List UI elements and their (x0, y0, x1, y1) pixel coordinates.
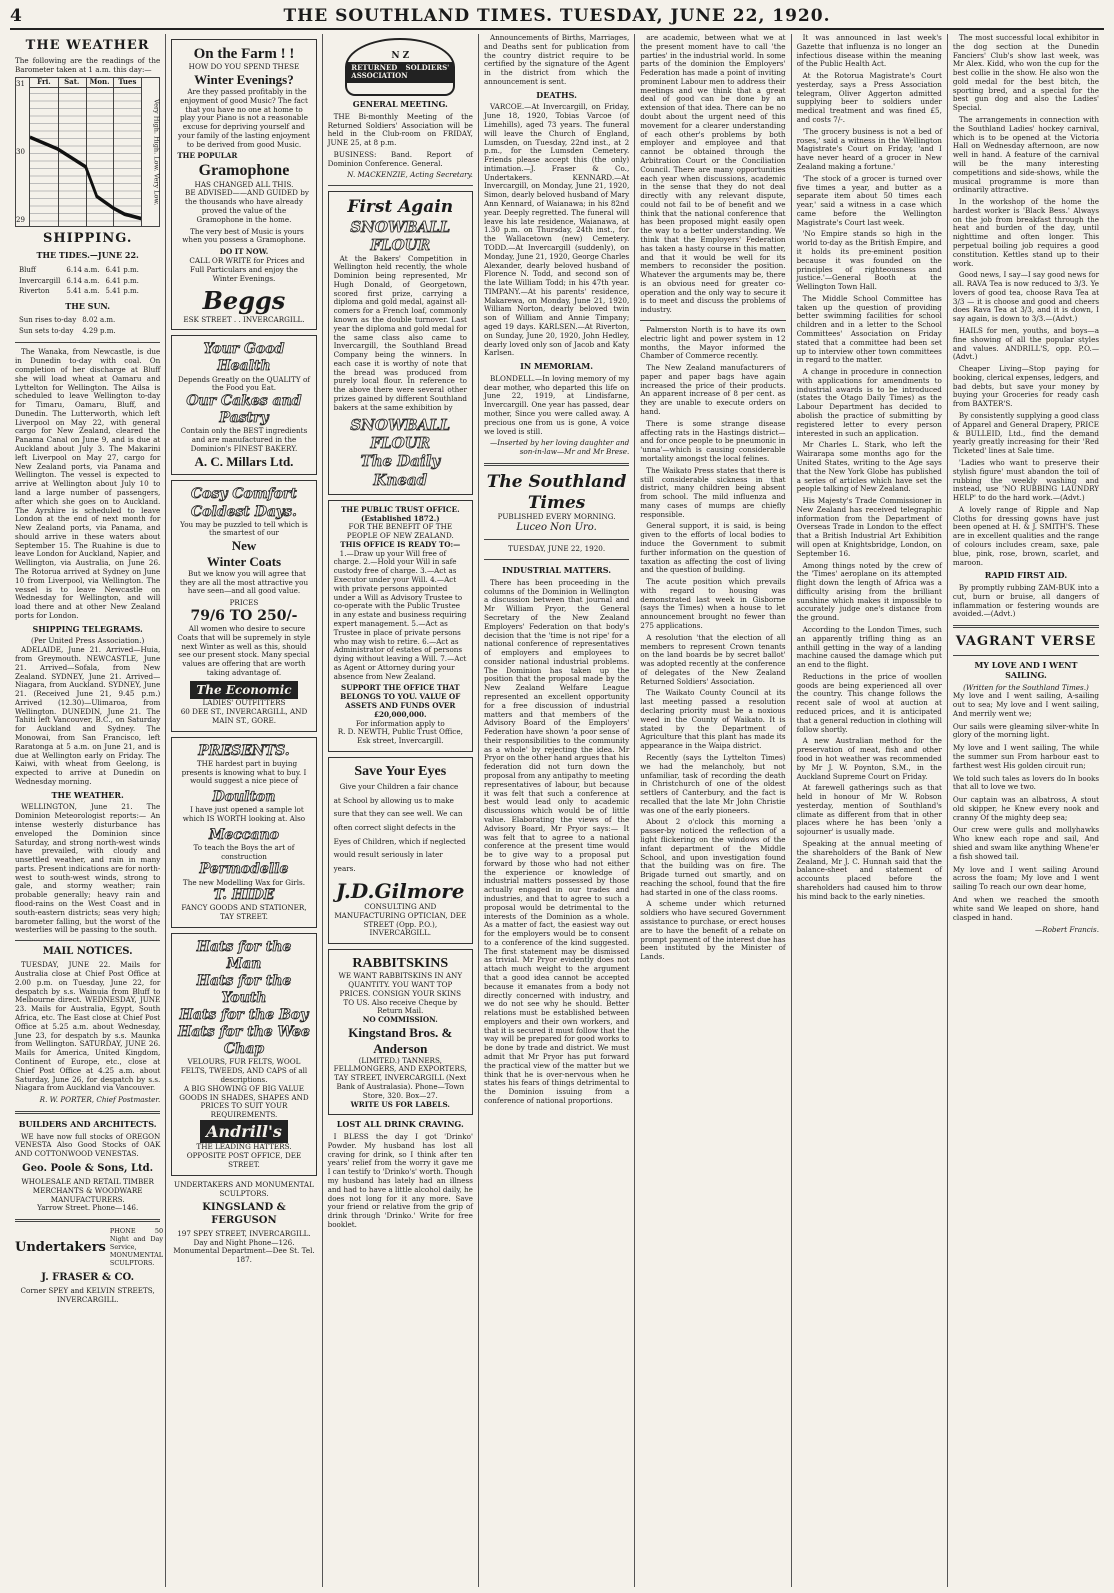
poem-stanza: My love and I went sailing, The while the summer sun From harbour east to farthest west His golden circuit run; (952, 743, 1100, 770)
kingstand-sub: (LIMITED.) TANNERS, FELLMONGERS, AND EXPORTERS, TAY STREET, INVERCARGILL (Next Bank of Australasia). Phone—Town Store, 320. Box—27. (333, 1055, 467, 1100)
permodelle-heading: Permodelle (199, 861, 289, 878)
rsa-business: BUSINESS: Band. Report of Dominion Conference. General. (327, 149, 473, 168)
stark-item: Mr Charles L. Stark, who left the Wairarapa some months ago for the United States, writing to the Age says that the New York Globe has published a series of articles which have set the people talking of New Zealand. (796, 440, 942, 494)
scale-low: 29 (16, 215, 25, 224)
reductions-item: Reductions in the price of woollen goods are being experienced all over the country. This change follows the recent sale of wool at auction at reduced prices, and it is anticipated that a general reduction in clothing will follow shortly. (796, 671, 942, 734)
eyes-ad (328, 757, 473, 944)
pressure-line (30, 138, 141, 219)
tides-table (15, 264, 143, 298)
trust-ready: THIS OFFICE IS READY TO:— (340, 539, 461, 549)
rsa-signature: N. MACKENZIE, Acting Secretary. (347, 170, 473, 180)
deaths-text: VARCOE.—At Invercargill, on Friday, June 18, 1920, Tobias Varcoe (of Limehills), aged 73 years. The funeral will leave the Church of England, Lumsden, on Tuesday, 22nd inst., at 2 p.m., for the Lumsden Cemetery. Friends please accept this (the only) intimation.—J. Fraser & Co., Undertakers. KENNARD.—At Invercargill, on Monday, June 21, 1920, Simon, dearly beloved husband of Mary Ann Kennard, of Waianawa; in his 82nd year. Deeply regretted. The funeral will leave his late residence, Waianawa, at 1.30 p.m. on Thursday, 24th inst., for the Wallacetown (new) Cemetery. TODD.—At Invercargill (suddenly), on Monday, June 21, 1920, George Charles Alexander, dearly beloved husband of Florence N. Todd, and second son of the late William Todd; in his 47th year. TIMPANY.—At his parents' residence, Makarewa, on Monday, June 21, 1920, William Norton, dearly beloved twin son of William and Annie Timpany; aged 19 days. KARLSEN.—At Riverton, on Sunday, June 20, 1920, John Hedley, dearly loved only son of Jacob and Katy Karlsen. (483, 102, 630, 358)
poole-name: Geo. Poole & Sons, Ltd. (22, 1162, 154, 1174)
snowball-flour-1: SNOWBALL FLOUR (350, 217, 451, 255)
beggs-logo: Beggs (202, 286, 286, 316)
undertakers-title: Undertakers (15, 1240, 106, 1256)
stock-item: 'The stock of a grocer is turned over five times a year, and butter as a separate item about 50 times each year,' said a witness in a case which came before the Wellington Magistrate's Court last week. (796, 173, 942, 227)
dog-show-item: The most successful local exhibitor in the dog section at the Dunedin Fanciers' Club's show last week, was Mr Alex. Kidd, who won the cup for the best collie in the show. He also won the gold medal for the best bitch, the sporting bred, and a special for the best gun dog and also the Ladies' Special. (952, 34, 1100, 113)
tide-am: 5.41 a.m. (66, 287, 100, 296)
barometer-scale (16, 78, 30, 226)
table-row (17, 316, 118, 325)
presents-ad (171, 737, 316, 928)
tide-place: Invercargill (19, 276, 61, 285)
daily-knead: The Daily Knead (360, 452, 441, 489)
column-6 (792, 34, 948, 1587)
ripple-item: A lovely range of Ripple and Nap Cloths for dressing gowns have just been opened at H. & J. SMITH'S. These are in excellent qualities and the range of colours includes cream, saxe, pale blue, pink, rose, brown, scarlet, and maroon. (952, 504, 1100, 567)
andrills-sub: THE LEADING HATTERS. (196, 1142, 292, 1152)
hats-ad (171, 933, 316, 1176)
rsa-text: THE Bi-monthly Meeting of the Returned Soldiers' Association will be held in the Club-room on FRIDAY, JUNE 25, at 8 p.m. (327, 111, 473, 148)
notices-text: Announcements of Births, Marriages, and Deaths sent for publication from the country district require to be certified by the signature of the Agent in the district from which the announcement is sent. (483, 34, 630, 86)
masthead (10, 6, 1104, 30)
fraser-name: J. FRASER & CO. (41, 1271, 135, 1283)
doulton-heading: Doulton (212, 789, 276, 806)
divider (953, 655, 1099, 656)
write-labels: WRITE US FOR LABELS. (350, 1099, 450, 1109)
barometer-grid (30, 78, 141, 226)
farm-ad (171, 39, 316, 330)
trust-support: SUPPORT THE OFFICE THAT BELONGS TO YOU. VALUE OF ASSETS AND FUNDS OVER £20,000,000. (340, 683, 461, 719)
permodelle-text: The new Modelling Wax for Girls. (182, 877, 305, 887)
farm-question: HOW DO YOU SPEND THESE (188, 62, 300, 72)
andrills-logo: Andrill's (200, 1120, 288, 1144)
editorial-text: There has been proceeding in the columns of the Dominion in Wellington a discussion between that journal and Mr William Pryor, the General Secretary of the New Zealand Employers' Federation on that body's decision that the 'time is not ripe' for a national conference of representatives of employers and employees to consider national industrial problems. The Dominion has taken up the position that the proposal made by the New Zealand Welfare League represented an excellent opportunity for a free discussion of industrial matters and that members of the Advisory Board of the Employers' Federation have shown 'a poor sense of their responsibilities to the community as a whole' by rejecting the idea. Mr Pryor on the other hand argues that his federation did not turn down the proposal from any antipathy to meeting representatives of labour, but because it was felt that such a conference at best would lead only to academic discussions which would be of little value. Elaborating the views of the Advisory Board, Mr Pryor says:— It was felt that to agree to a national conference at the present time would be to give way to a proposal put forward by those who had not either the experience or knowledge of industrial matters possessed by those actually engaged in our trades and industries, and that to agree to such a proposal would be detrimental to the interests of the Dominion as a whole. As a matter of fact, the easiest way out for the employers would be to consent to a conference of the kind suggested. The first statement may be dismissed as trivial. Mr Pryor evidently does not attach much weight to the argument that a good idea cannot be accepted because it emanates from a body not directly concerned with industry, and we do not see why he should. Better relations must be established between employers and their own workers, and that it is secured it must follow that the way will be prepared for good works to be done by trade and district. We must admit that Mr Pryor has put forward the practical view of the matter but we think that he is over-nervous when he states his fears of things detrimental to the Dominion issuing from a conference of national proportions. (483, 577, 630, 1105)
bank-meeting-item: Speaking at the annual meeting of the shareholders of the Bank of New Zealand, Mr J. C. Hunnah said that the balance-sheet and statement of accounts placed before the shareholders had caused him to throw his mind back to the early nineties. (796, 838, 942, 901)
hats-man: Hats for the Man (196, 938, 292, 972)
day-tues: Tues (118, 77, 137, 87)
workshop-item: In the workshop of the home the hardest worker is 'Black Bess.' Always on the job from breakfast through the heat and burden of the day, until nighttime and often longer. This perpetual boiling job requires a good constitution. Kettles stand up to their work. (952, 197, 1100, 268)
meccano-text: To teach the Boys the art of construction (193, 842, 295, 861)
hide-name: T. HIDE (213, 887, 275, 904)
rabbit-heading: RABBITSKINS (352, 956, 449, 972)
day-sat: Sat. (64, 77, 80, 87)
gilmore-logo: J.D.Gilmore (336, 878, 465, 903)
table-row (17, 277, 141, 286)
kingsland-heading: UNDERTAKERS AND MONUMENTAL SCULPTORS. (174, 1179, 314, 1198)
paper-prices-item: The New Zealand manufacturers of paper and paper bags have again increased the price of their products. An apparent increase of 8 per cent. as they are unable to execute orders on hand. (640, 363, 786, 417)
poem-stanza: My love and I went sailing Around across the foam; My love and I went sailing To reach our own dear home, (952, 864, 1100, 892)
shipping-heading: SHIPPING. (42, 231, 133, 247)
hats-youth: Hats for the Youth (196, 973, 292, 1007)
health-heading: Your Good Health (203, 341, 285, 375)
weather-heading: THE WEATHER (25, 38, 150, 53)
meccano-heading: Meccano (208, 826, 279, 843)
divider (484, 463, 629, 466)
presents-text: THE hardest part in buying presents is knowing what to buy. I would suggest a nice piece of (181, 758, 307, 786)
gilmore-sub: CONSULTING AND MANUFACTURING OPTICIAN, DEE STREET (Opp. P.O.), INVERCARGILL. (334, 902, 467, 938)
telegrams-heading: SHIPPING TELEGRAMS. (32, 623, 143, 634)
kingstand-name: Kingstand Bros. & Anderson (348, 1024, 453, 1056)
published-line: PUBLISHED EVERY MORNING. (497, 512, 616, 522)
deaths-heading: DEATHS. (536, 89, 577, 100)
divider (484, 539, 629, 540)
mail-signature: R. W. PORTER, Chief Postmaster. (39, 1095, 161, 1105)
do-it-now: DO IT NOW. (219, 247, 269, 257)
coldest-heading: Coldest Days. (191, 503, 297, 520)
table-row (17, 287, 141, 296)
prices-label: PRICES (229, 598, 259, 608)
changed-text: HAS CHANGED ALL THIS. (194, 179, 294, 189)
no-commission: NO COMMISSION. (362, 1015, 438, 1025)
editorial-heading: INDUSTRIAL MATTERS. (502, 565, 612, 576)
poem-stanza: Our crew were gulls and mollyhawks Who knew each rope and sail, And shied and swam like anything Whene'er a fish showed tail. (952, 825, 1100, 861)
london-times-item: According to the London Times, such an apparently trifling thing as an anthill getting in the way of a landing machine caused the damage which put an end to the flight. (796, 625, 942, 670)
coats-text: But we know you will agree that they are all the most attractive you have seen—and all good value. (179, 568, 309, 596)
coat-prices: 79/6 TO 250/- (190, 607, 298, 624)
poem-stanza: My love and I went sailing, A-sailing out to sea; My love and I went sailing, And merrily went we; (952, 691, 1100, 718)
farm-winter: Winter Evenings? (194, 72, 294, 88)
divider (15, 1111, 160, 1114)
column-3 (323, 34, 479, 1587)
best-music-text: The very best of Music is yours when you possess a Gramophone. (182, 226, 306, 245)
popular-label: THE POPULAR (177, 151, 238, 161)
tide-am: 6.14 a.m. (66, 266, 100, 275)
mail-text: TUESDAY, JUNE 22. Mails for Australia close at Chief Post Office at 2.00 p.m. on Tuesday, June 22, for despatch by s.s. Wainuia from Bluff to Melbourne direct. WEDNESDAY, JUNE 23. Mails for Australia, Egypt, South Africa, etc. The East close at Chief Post Office at 5.25 a.m. about Wednesday, June 23, for despatch by s.s. Maunka from Wellington. SATURDAY, JUNE 26. Mails for America, United Kingdom, Continent of Europe, etc., close at Chief Post Office at 4.25 a.m. about Saturday, June 26, for despatch by s.s. Niagara from Auckland via Vancouver. (15, 960, 161, 1093)
preservation-item: A new Australian method for the preservation of meat, fish and other food in hot weather was recommended by Mr J. W. Poynton, S.M., in the Auckland Supreme Court on Friday. (796, 736, 942, 781)
new-label: New (231, 538, 257, 554)
fire-item: About 2 o'clock this morning a passer-by noticed the reflection of a light flickering on the windows of the infant department of the Middle School, and upon investigation found that the building was on fire. The Brigade turned out smartly, and on reaching the school, found that the fire had started in one of the class rooms. (640, 817, 786, 897)
trust-text: 1.—Draw up your Will free of charge. 2.—Hold your Will in safe custody free of charge. 3.—Act as Executor under your Will. 4.—Act with private persons appointed under a Will as Advisory Trustee to co-operate with the Public Trustee in any estate and business requiring expert management. 5.—Act as Trustee in place of private persons who may wish to retire. 6.—Act as Administrator of estates of persons dying without leaving a Will. 7.—Act as Agent or Attorney during your absence from New Zealand. (333, 548, 467, 681)
column-7 (948, 34, 1104, 1587)
paper-name: The Southland Times (486, 471, 627, 513)
millars-ad (171, 335, 316, 475)
strange-item: There is some strange disease affecting rats in the Hastings district—and for once people to be pneumonic in 'unna'—which is causing considerable mortality amongst the local felines. (640, 418, 786, 463)
scale-mid: 30 (16, 148, 25, 157)
commissioner-item: His Majesty's Trade Commissioner in New Zealand has received telegraphic information from the Department of Overseas Trade in London to the effect that a British Industrial Art Exhibition will open at Knightsbridge, London, on September 16. (796, 496, 942, 558)
divider (15, 940, 160, 941)
rsa-heading: GENERAL MEETING. (352, 99, 448, 109)
millars-name: A. C. Millars Ltd. (194, 453, 294, 469)
editorial-masthead (484, 472, 629, 560)
presents-heading: PRESENTS. (198, 742, 290, 759)
eyes-heading: Save Your Eyes (354, 763, 447, 779)
tides-heading: THE TIDES.—JUNE 22. (36, 250, 139, 261)
poem-title: MY LOVE AND I WENT SAILING. (974, 660, 1078, 680)
undertakers-phone: PHONE 50 Night and Day Service, MONUMENTAL SCULPTORS. (109, 1227, 164, 1267)
hockey-item: The arrangements in connection with the Southland Ladies' hockey carnival, which is to be opened at the Victoria Hall on Wednesday afternoon, are now well in hand. A feature of the carnival will be the many interesting competitions and side-shows, while the musical programme is more than ordinarily attractive. (952, 115, 1100, 195)
coats-ad (171, 480, 316, 731)
empire-item: 'No Empire stands so high in the world to-day as the British Empire, and it holds its pre-eminent position because it was founded on the principles of righteousness and justice.'—General Booth at the Wellington Town Hall. (796, 229, 942, 292)
farewell-item: At farewell gatherings such as that held in honour of Mr W. Robson yesterday, mention of Southland's climate as different from that in other places where he has been 'only a sojourner' is usually made. (796, 783, 942, 837)
tide-place: Riverton (19, 287, 50, 296)
divider (484, 559, 629, 560)
kingsland-name: KINGSLAND & FERGUSON (202, 1202, 286, 1226)
rsa-emblem (345, 38, 455, 96)
vagrant-verse-heading: VAGRANT VERSE (955, 634, 1097, 650)
resolution-item: A resolution 'that the election of all members to represent Crown tenants on the land boards be by secret ballot' was adopted recently at the conference of delegates of the New Zealand Returned Soldiers' Association. (640, 632, 786, 686)
paper-motto: Luceo Non Uro. (516, 522, 597, 534)
procedure-item: A change in procedure in connection with applications for amendments to industrial awards is to be introduced (states the Otago Daily Times) as the Labour Department has decided to abolish the practice of submitting by registered letter to every person interested in such an application. (796, 367, 942, 438)
velours-text: VELOURS, FUR FELTS, WOOL FELTS, TWEEDS, AND CAPS of all descriptions. (180, 1057, 308, 1085)
cakes-heading: Our Cakes and Pastry (186, 393, 302, 427)
table-row (17, 266, 141, 275)
builders-heading: BUILDERS AND ARCHITECTS. (18, 1118, 157, 1129)
builders-text: WE have now full stocks of OREGON VENESTA Also Good Stocks of OAK AND COTTONWOOD VENESTAS. (15, 1131, 161, 1159)
poole-sub: WHOLESALE AND RETAIL TIMBER MERCHANTS & WOODWARE MANUFACTURERS. (21, 1177, 154, 1204)
column-2 (166, 34, 322, 1587)
columns (10, 34, 1104, 1587)
telegrams-text: ADELAIDE, June 21. Arrived—Huia, from Greymouth. NEWCASTLE, June 21. Arrived—Sofala, from New Zealand. SYDNEY, June 21. Arrived—Niagara, from Auckland. SYDNEY, June 21. (Received June 21, 9.45 p.m.) Arrived (12.30)—Ulimaroa, from Wellington. DUNEDIN, June 21. The Tahiti left Vancouver, B.C., on Saturday for Auckland and Sydney. The Monowai, from San Francisco, left Raratonga at 5 a.m. on June 21, and is due at Wellington early on Friday. The Kaiwi, with wheat from Geelong, is expected to arrive at Dunedin on Wednesday morning. (15, 645, 161, 786)
first-aid-text: By promptly rubbing ZAM-BUK into a cut, burn or bruise, all dangers of inflammation or festering wounds are avoided.—(Advt.) (952, 583, 1100, 619)
tide-pm: 6.41 p.m. (105, 266, 139, 275)
waikato-county-item: The Waikato County Council at its last meeting passed a resolution declaring priority must be a noxious weed in the County of Waikato. It is stated by the Department of Agriculture that this plant has made its appearance in the Waipa district. (640, 688, 786, 751)
newspaper-title: THE SOUTHLAND TIMES. TUESDAY, JUNE 22, 1920. (283, 6, 831, 26)
hats-boy: Hats for the Boy (179, 1007, 309, 1024)
divider (328, 185, 473, 186)
middle-school-item: The Middle School Committee has taken up the question of providing better swimming facilities for school children and in a letter to the School Committees' Association on Friday stated that a committee had been set up to interview other town committees in regard to the matter. (796, 293, 942, 365)
divider (953, 625, 1099, 628)
puzzled-text: You may be puzzled to tell which is the smartest of our (180, 519, 308, 538)
acute-item: The acute position which prevails with regard to housing was demonstrated last week in Gisborne (says the Times) when a house to let announcement brought no fewer than 275 applications. (640, 577, 786, 630)
undertakers-ad (15, 1227, 164, 1268)
poem-stanza: Our sails were gleaming silver-white In glory of the morning light. (952, 721, 1100, 740)
economic-sub: LADIES' OUTFITTERS (202, 698, 286, 708)
waikato-item: The Waikato Press states that there is still considerable sickness in that district, many children being absent from school. The mild influenza and many cases of mumps are chiefly responsible. (640, 465, 786, 519)
divider (15, 1219, 160, 1222)
guided-text: BE ADVISED——AND GUIDED by the thousands who have already proved the value of the Gramophone in the home. (185, 188, 309, 224)
scale-top: 31 (16, 80, 25, 89)
first-again: First Again (347, 197, 454, 218)
kingsland-address: 197 SPEY STREET, INVERCARGILL. Day and Night Phone—126. Monumental Department—Dee St. Tel. 187. (173, 1228, 315, 1265)
paper-date: TUESDAY, JUNE 22, 1920. (508, 544, 606, 554)
table-row (17, 327, 118, 336)
memoriam-signature: —Inserted by her loving daughter and son-in-law—Mr and Mr Brese. (490, 438, 630, 457)
trust-apply: For information apply to (355, 718, 445, 728)
apparel-item: By consistently supplying a good class of Apparel and General Drapery, PRICE & BULLEID, Ltd., find the demand yearly greatly increasing for their 'Red Ticketed' lines at Sale time. (952, 411, 1100, 456)
grocery-item: 'The grocery business is not a bed of roses,' said a witness in the Wellington Magistrate's Court on Friday, 'and I have never heard of a grocer in New Zealand making a fortune.' (796, 126, 942, 171)
eyes-text: Give your Children a fair chance at School by allowing us to make sure that they can see well. We can often correct slight defects in the Eyes of Children, which if neglected would result seriously in later years. (333, 781, 466, 873)
mail-heading: MAIL NOTICES. (42, 946, 133, 958)
influenza-item: It was announced in last week's Gazette that influenza is no longer an infectious disease within the meaning of the Public Health Act. (796, 34, 942, 69)
column-4 (479, 34, 635, 1587)
gramophone-title: Gramophone (198, 162, 290, 180)
barometer-chart (15, 77, 160, 227)
divider (640, 320, 785, 321)
day-fri: Fri. (37, 77, 51, 87)
call-text: CALL OR WRITE for Prices and Full Particulars and enjoy the Winter Evenings. (189, 255, 305, 283)
weather2-text: WELLINGTON, June 21. The Dominion Meteorologist reports:— An intense westerly disturbance has enveloped the Dominion since Saturday, and strong north-west winds have prevailed, with cloudy and unsettled weather, and rain in many parts. Present indications are for north-west to south-west winds, strong to gale, and stormy weather; rain probable generally; heavy rain and flood-rains on the West Coast and in south-eastern districts; seas very high; barometer falling, but the worst of the westerlies will be passing to the south. (15, 802, 161, 935)
cosy-heading: Cosy Comfort (191, 486, 297, 503)
sun-time: 8.02 a.m. (82, 316, 116, 325)
barometer-side-labels: Very High. High. Low. Very Low. (141, 78, 159, 226)
doulton-text: I have just opened a sample lot which IS WORTH looking at. Also (182, 805, 306, 823)
weather2-heading: THE WEATHER. (51, 789, 124, 800)
sun-label: Sun sets to-day (19, 326, 74, 335)
poem-subtitle: (Written for the Southland Times.) (963, 682, 1089, 692)
column-1 (10, 34, 166, 1587)
tide-place: Bluff (19, 266, 36, 275)
memoriam-heading: IN MEMORIAM. (520, 361, 594, 372)
farm-text: Are they passed profitably in the enjoyment of good Music? The fact that you have no one at home to play your Piano is not a reasonable excuse for depriving yourself and your family of the lasting enjoyment to be derived from good Music. (178, 86, 310, 149)
sun-table (15, 314, 120, 337)
poem-signature: —Robert Francis. (1035, 925, 1100, 935)
day-mon: Mon. (89, 77, 110, 87)
palmerston-item: Palmerston North is to have its own electric light and power system in 12 months, the Mayor informed the Chamber of Commerce recently. (640, 325, 786, 361)
farm-heading: On the Farm ! ! (193, 46, 295, 62)
memoriam-text: BLONDELL.—In loving memory of my dear mother, who departed this life on June 22, 1919, at Lindisfarne, Invercargill. One year has passed, dear mother, Since you were called away. A precious one from us is gone, A voice we loved is still. (483, 373, 630, 436)
poem-stanza: And when we reached the smooth white sand We leaped on shore, hand clasped in hand. (952, 894, 1100, 922)
rava-item: Good news, I say—I say good news for all. RAVA Tea is now reduced to 3/3. Ye lovers of good tea, choose Rava Tea at 3/3 — it is choose and good and cheers does Rava Tea at 3/3, and it is down, I say again, is down to 3/3.—(Advt.) (952, 270, 1100, 324)
poem-stanza: Our captain was an albatross, A stout old skipper, he Knew every nook and cranny Of the mighty deep sea; (952, 795, 1100, 822)
scheme-item: A scheme under which returned soldiers who have secured Government assistance to purchase, or erect houses are to have the benefit of a rebate on prompt payment of the interest due has been instituted by the Minister of Lands. (640, 899, 786, 962)
divider (15, 342, 160, 343)
sun-label: Sun rises to-day (19, 316, 77, 325)
tide-pm: 6.41 p.m. (105, 276, 139, 285)
sun-time: 4.29 p.m. (82, 326, 116, 335)
poem (953, 692, 1099, 922)
snowball-flour-2: SNOWBALL FLOUR (350, 415, 451, 452)
hats-wee-chap: Hats for the Wee Chap (177, 1024, 310, 1058)
lost-heading: LOST ALL DRINK CRAVING. (336, 1119, 464, 1130)
first-aid-heading: RAPID FIRST AID. (984, 570, 1068, 581)
telegrams-sub: (Per United Press Association.) (31, 636, 145, 646)
showing-text: A BIG SHOWING OF BIG VALUE GOODS IN SHADES, SHAPES AND PRICES TO SUIT YOUR REQUIREMENTS. (179, 1083, 309, 1120)
rsa-emblem-text: RETURNED SOLDIERS' ASSOCIATION (347, 62, 453, 83)
tide-pm: 5.41 p.m. (105, 287, 139, 296)
beggs-address: ESK STREET . . INVERCARGILL. (183, 314, 305, 324)
barometer-trace (30, 78, 141, 226)
andrills-address: OPPOSITE POST OFFICE, DEE STREET. (186, 1151, 302, 1170)
sun-heading: THE SUN. (65, 300, 111, 311)
economic-logo: The Economic (190, 681, 297, 700)
snowball-ad (328, 191, 473, 495)
hails-item: HAILS for men, youths, and boys—a fine showing of all the popular styles and values. ANDRILL'S, opp. P.O.—(Advt.) (952, 326, 1100, 362)
economic-address: 60 DEE ST., INVERCARGILL, AND MAIN ST., GORE. (180, 707, 308, 725)
editorial-continued: are academic, between what we at the present moment have to call 'the parties' in the industrial world. In some parts of the dominion the Employers' Federation has made a point of inviting prominent Labour men to address their meetings and we think that a great deal of good can be done by an extension of that idea. There can be no doubt about the urgent need of this movement for a clearer understanding of each other's problems by both employer and employee and that cannot be obtained through the Arbitration Court or the Conciliation Council. There are many opportunities each year when discussions, academic in the sense that they do not deal directly with any relevant dispute, could not fail to be of benefit and we think that the national conference that has been proposed might easily open the way to a better understanding. We think that the Employers' Federation has taken a hasty course in this matter, and that it would be well for its members to reconsider the position. Whatever the arguments may be, there is an obvious need for greater co-operation and the only way to secure it is to meet and discuss the problems of industry. (640, 34, 786, 315)
tide-am: 6.14 a.m. (66, 276, 100, 285)
page-number: 4 (10, 6, 22, 26)
poole-address: Yarrow Street. Phone—146. (37, 1203, 139, 1213)
snowball-text: At the Bakers' Competition in Wellington held recently, the whole Dominion being represented, Mr Hugh Donald, of Georgetown, scored first prize, carrying a diploma and gold medal, against all-comers for a French loaf, commonly known as the double turnover. Last year the diploma and gold medal for the same class also came to Invercargill, the Southland Bread Company being the winners. In each case it is worthy of note that the bread was produced from purely local flour. In reference to the above there were several other prizes gained by different Southland bakers at the same exhibition by (333, 253, 467, 412)
column-5 (635, 34, 791, 1587)
coats-text-2: All women who desire to secure Coats that will be supremely in style next Winter as well as this, should see our present stock. Many special values are offering that are worth taking advantage of. (177, 624, 311, 677)
fraser-address: Corner SPEY and KELVIN STREETS, INVERCARGILL. (20, 1286, 155, 1304)
rotorua-item: At the Rotorua Magistrate's Court yesterday, says a Press Association telegram, Oliver Aggerton admitted supplying beer to soldiers under medical treatment and was fined £5, and costs 7/-. (796, 71, 942, 125)
trust-heading: THE PUBLIC TRUST OFFICE. (Established 1872.) (340, 504, 460, 523)
trust-signature: R. D. NEWTH, Public Trust Office, Esk street, Invercargill. (337, 727, 463, 746)
depends-text: Depends Greatly on the QUALITY of the Food you Eat. (177, 374, 310, 393)
general-item: General support, it is said, is being given to the efforts of local bodies to induce the Government to submit further information on the question of taxation as affecting the cost of living and the question of building. (640, 521, 786, 575)
cakes-text: Contain only the BEST ingredients and are manufactured in the Dominion's FINEST BAKERY. (180, 426, 308, 453)
nz-monogram: N Z (391, 50, 410, 61)
hide-sub: FANCY GOODS AND STATIONER, TAY STREET. (181, 903, 307, 922)
poem-stanza: We told such tales as lovers do In books that all to love we two. (952, 773, 1100, 792)
rabbit-text: WE WANT RABBITSKINS IN ANY QUANTITY. YOU WANT TOP PRICES. CONSIGN YOUR SKINS TO US. Also receive Cheque by Return Mail. (338, 971, 463, 1016)
trust-sub: FOR THE BENEFIT OF THE PEOPLE OF NEW ZEALAND. (346, 522, 454, 541)
laundry-item: 'Ladies who want to preserve their stylish figure' must abandon the toil of rubbing the weekly washing and instead, use 'NO RUBBING LAUNDRY HELP' to do the hard work.—(Advt.) (952, 457, 1100, 503)
public-trust-ad (328, 500, 473, 752)
weather-intro: The following are the readings of the Barometer taken at 1 a.m. this day:— (15, 55, 161, 74)
lost-text: I BLESS the day I got 'Drinko' Powder. My husband has lost all craving for drink, so I think after ten years' relief from the worry it gave me I can testify to 'Drinko's' worth. Though my husband has lately had an illness and had to have a little alcohol daily, he does not long for it any more. Save your friend or relative from the grip of drink through 'Drinko.' Write for free booklet. (327, 1132, 473, 1229)
shipping-text: The Wanaka, from Newcastle, is due in Dunedin to-day with coal. On completion of her discharge at Bluff she will load wheat at Oamaru and Lyttelton for Wellington. The Ailsa is scheduled to leave Wellington to-day for Timaru, Oamaru, Bluff, and Dunedin. The Lutterworth, which left Liverpool on May 22, with general cargo for New Zealand, cleared the Panama Canal on June 9, and is due at Auckland about July 3. The Makarini left Liverpool on May 27, cargo for New Zealand ports, via Panama and Wellington. The vessel is expected to arrive at Wellington about July 10 to land a large number of passengers, after which she goes on to Auckland. The Ayrshire is scheduled to leave London at the end of next month for New Zealand ports, via Panama, and should arrive in these waters about September 15. The Ruahine is due to leave London for Auckland, Napier, and Wellington, via Australia, on June 26. The Rotorua arrived at Sydney on June 10 from Liverpool, via Wellington. The vessel is to leave Newcastle on Wednesday for Wellington, and will load there and at other New Zealand ports for London. (15, 347, 161, 620)
lyttelton-item: Recently (says the Lyttelton Times) we had the melancholy, but not unfamiliar, task of recording the death in Christchurch of one of the oldest settlers of Canterbury, and the fact is recalled that the late Mr John Christie was one of the early pioneers. (640, 752, 786, 815)
winter-coats-label: Winter Coats (206, 554, 282, 569)
aeroplane-item: Among things noted by the crew of the 'Times' aeroplane on its attempted flight down the length of Africa was a difficulty arising from the brilliant sunshine which makes it impossible to accurately judge one's distance from the ground. (796, 560, 942, 623)
cheaper-item: Cheaper Living—Stop paying for booking, clerical expenses, ledgers, and bad debts, but save your money by buying your Groceries for ready cash from BAXTER'S. (952, 364, 1100, 409)
rabbitskins-ad (328, 949, 473, 1115)
